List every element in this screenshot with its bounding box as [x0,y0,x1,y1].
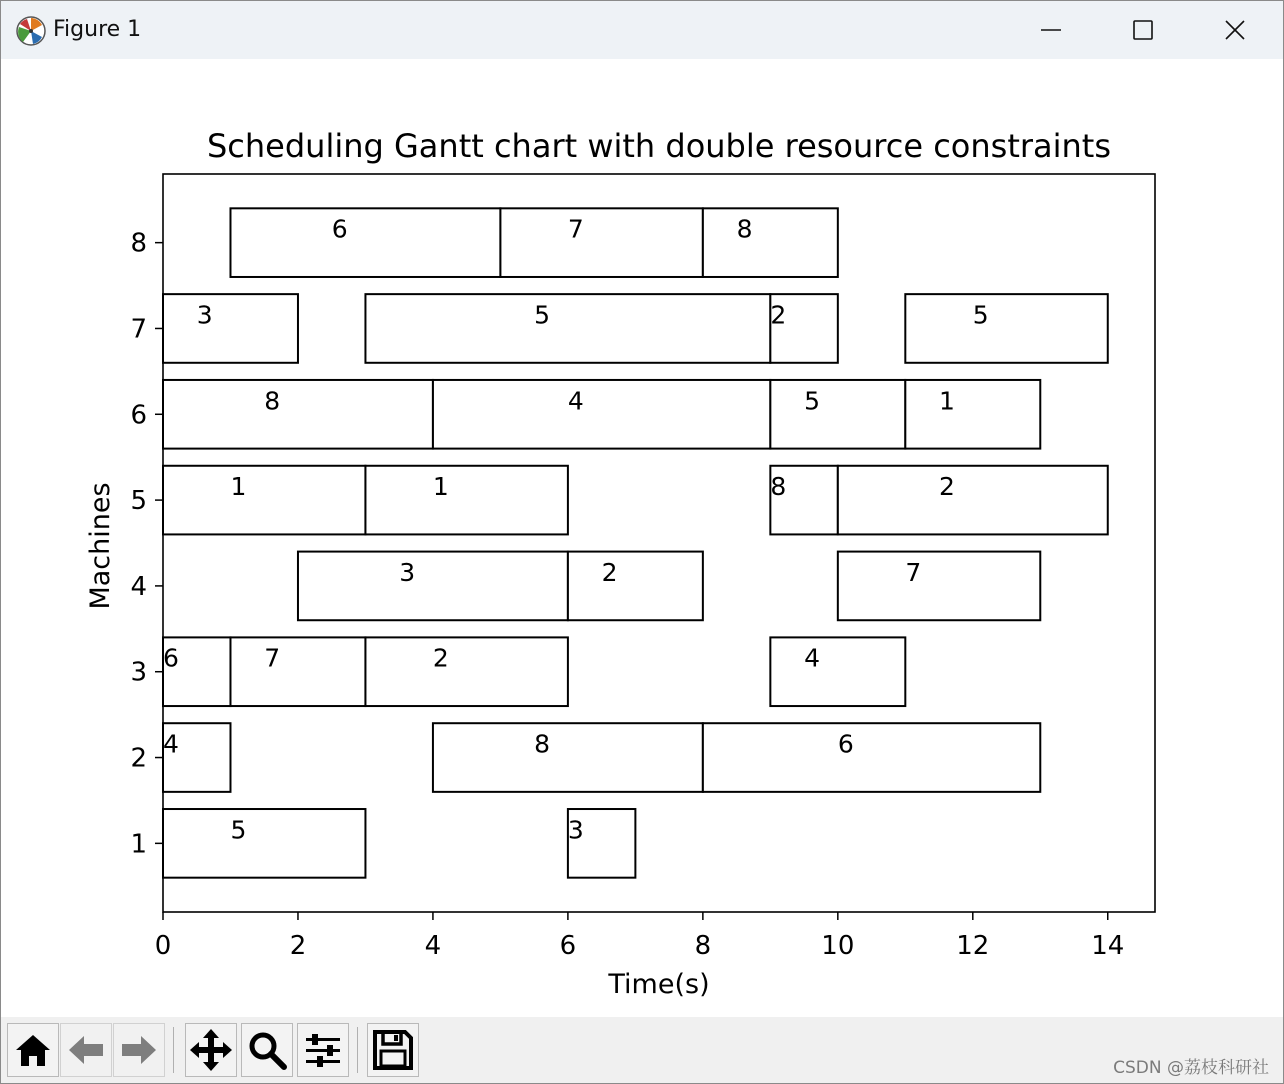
task-label: 2 [939,472,955,502]
gantt-bar [703,208,838,277]
y-tick-label: 7 [130,314,147,345]
task-label: 1 [432,472,449,502]
sliders-icon [302,1029,344,1071]
y-tick-label: 8 [130,228,147,259]
task-label: 4 [567,386,584,416]
gantt-bar [433,723,703,792]
title-bar[interactable] [1,1,1283,59]
gantt-bar [163,809,365,878]
zoom-icon [246,1029,288,1071]
task-label: 2 [601,557,618,587]
gantt-bar [770,380,905,449]
x-tick-label: 0 [154,931,172,961]
task-label: 8 [736,214,753,244]
gantt-bar [905,380,1040,449]
home-button[interactable] [7,1023,59,1077]
task-label: 3 [399,557,416,587]
x-tick-label: 12 [956,931,990,961]
y-axis-ticks [130,229,163,860]
task-label: 7 [905,557,922,587]
gantt-bar [905,294,1107,363]
gantt-bar [838,552,1040,621]
x-tick-label: 8 [694,931,712,961]
gantt-bar [568,552,703,621]
y-tick-label: 3 [130,657,147,688]
maximize-button[interactable] [1097,1,1189,59]
task-label: 1 [939,386,955,416]
toolbar-separator [173,1027,174,1073]
window-title: Figure 1 [53,17,142,42]
forward-arrow-icon [119,1030,159,1070]
task-label: 6 [163,643,179,673]
minimize-button[interactable] [1005,1,1097,59]
gantt-chart [1,59,1283,1017]
gantt-bar [703,723,1040,792]
task-label: 7 [264,643,281,673]
configure-subplots-button[interactable] [297,1023,349,1077]
gantt-bar [838,466,1108,535]
gantt-bar [500,208,702,277]
gantt-bar [163,466,365,535]
y-tick-label: 2 [130,743,147,774]
plot-frame [163,174,1155,912]
gantt-bar [770,637,905,706]
watermark-text: CSDN @荔枝科研社 [1113,1058,1269,1078]
back-arrow-icon [66,1030,106,1070]
x-tick-label: 4 [424,931,442,961]
save-button[interactable] [367,1023,419,1077]
task-label: 3 [567,815,584,845]
figure-canvas[interactable] [1,59,1283,1017]
task-label: 7 [567,214,584,244]
x-axis-ticks [155,912,1125,961]
task-label: 6 [331,214,348,244]
task-label: 2 [432,643,449,673]
back-button[interactable] [60,1023,112,1077]
task-label: 5 [534,300,551,330]
pan-button[interactable] [185,1023,237,1077]
task-label: 8 [534,729,551,759]
gantt-bar [365,466,567,535]
maximize-icon [1132,19,1154,41]
task-label: 5 [804,386,820,416]
y-tick-label: 5 [130,486,147,517]
gantt-bar [163,380,433,449]
forward-button[interactable] [113,1023,165,1077]
task-label: 6 [837,729,854,759]
task-label: 5 [972,300,989,330]
x-tick-label: 2 [289,931,307,961]
y-tick-label: 4 [130,571,147,602]
gantt-bar [230,208,500,277]
close-icon [1224,19,1246,41]
gantt-bars [163,208,1108,877]
task-label: 4 [163,729,179,759]
minimize-icon [1040,19,1062,41]
gantt-bar [298,552,568,621]
gantt-bar [365,294,770,363]
matplotlib-logo-icon [15,15,47,47]
gantt-bar [230,637,365,706]
save-icon [372,1029,414,1071]
gantt-bar [163,294,298,363]
task-label: 5 [230,815,247,845]
y-axis-label: Machines [85,482,116,610]
x-tick-label: 10 [821,931,855,961]
task-label: 8 [264,386,281,416]
navigation-toolbar [1,1017,1283,1083]
gantt-bar [365,637,567,706]
move-icon [189,1028,233,1072]
task-label: 1 [230,472,247,502]
x-tick-label: 14 [1091,931,1125,961]
task-label: 2 [770,300,787,330]
toolbar-separator [357,1027,358,1073]
task-label: 4 [804,643,820,673]
y-tick-label: 6 [130,400,147,431]
gantt-bar [433,380,770,449]
x-tick-label: 6 [559,931,577,961]
zoom-button[interactable] [241,1023,293,1077]
chart-title: Scheduling Gantt chart with double resource constraints [206,127,1112,165]
task-label: 3 [196,300,213,330]
task-label: 8 [770,472,787,502]
close-button[interactable] [1189,1,1281,59]
x-axis-label: Time(s) [608,969,710,1000]
y-tick-label: 1 [130,829,147,860]
home-icon [13,1030,53,1070]
